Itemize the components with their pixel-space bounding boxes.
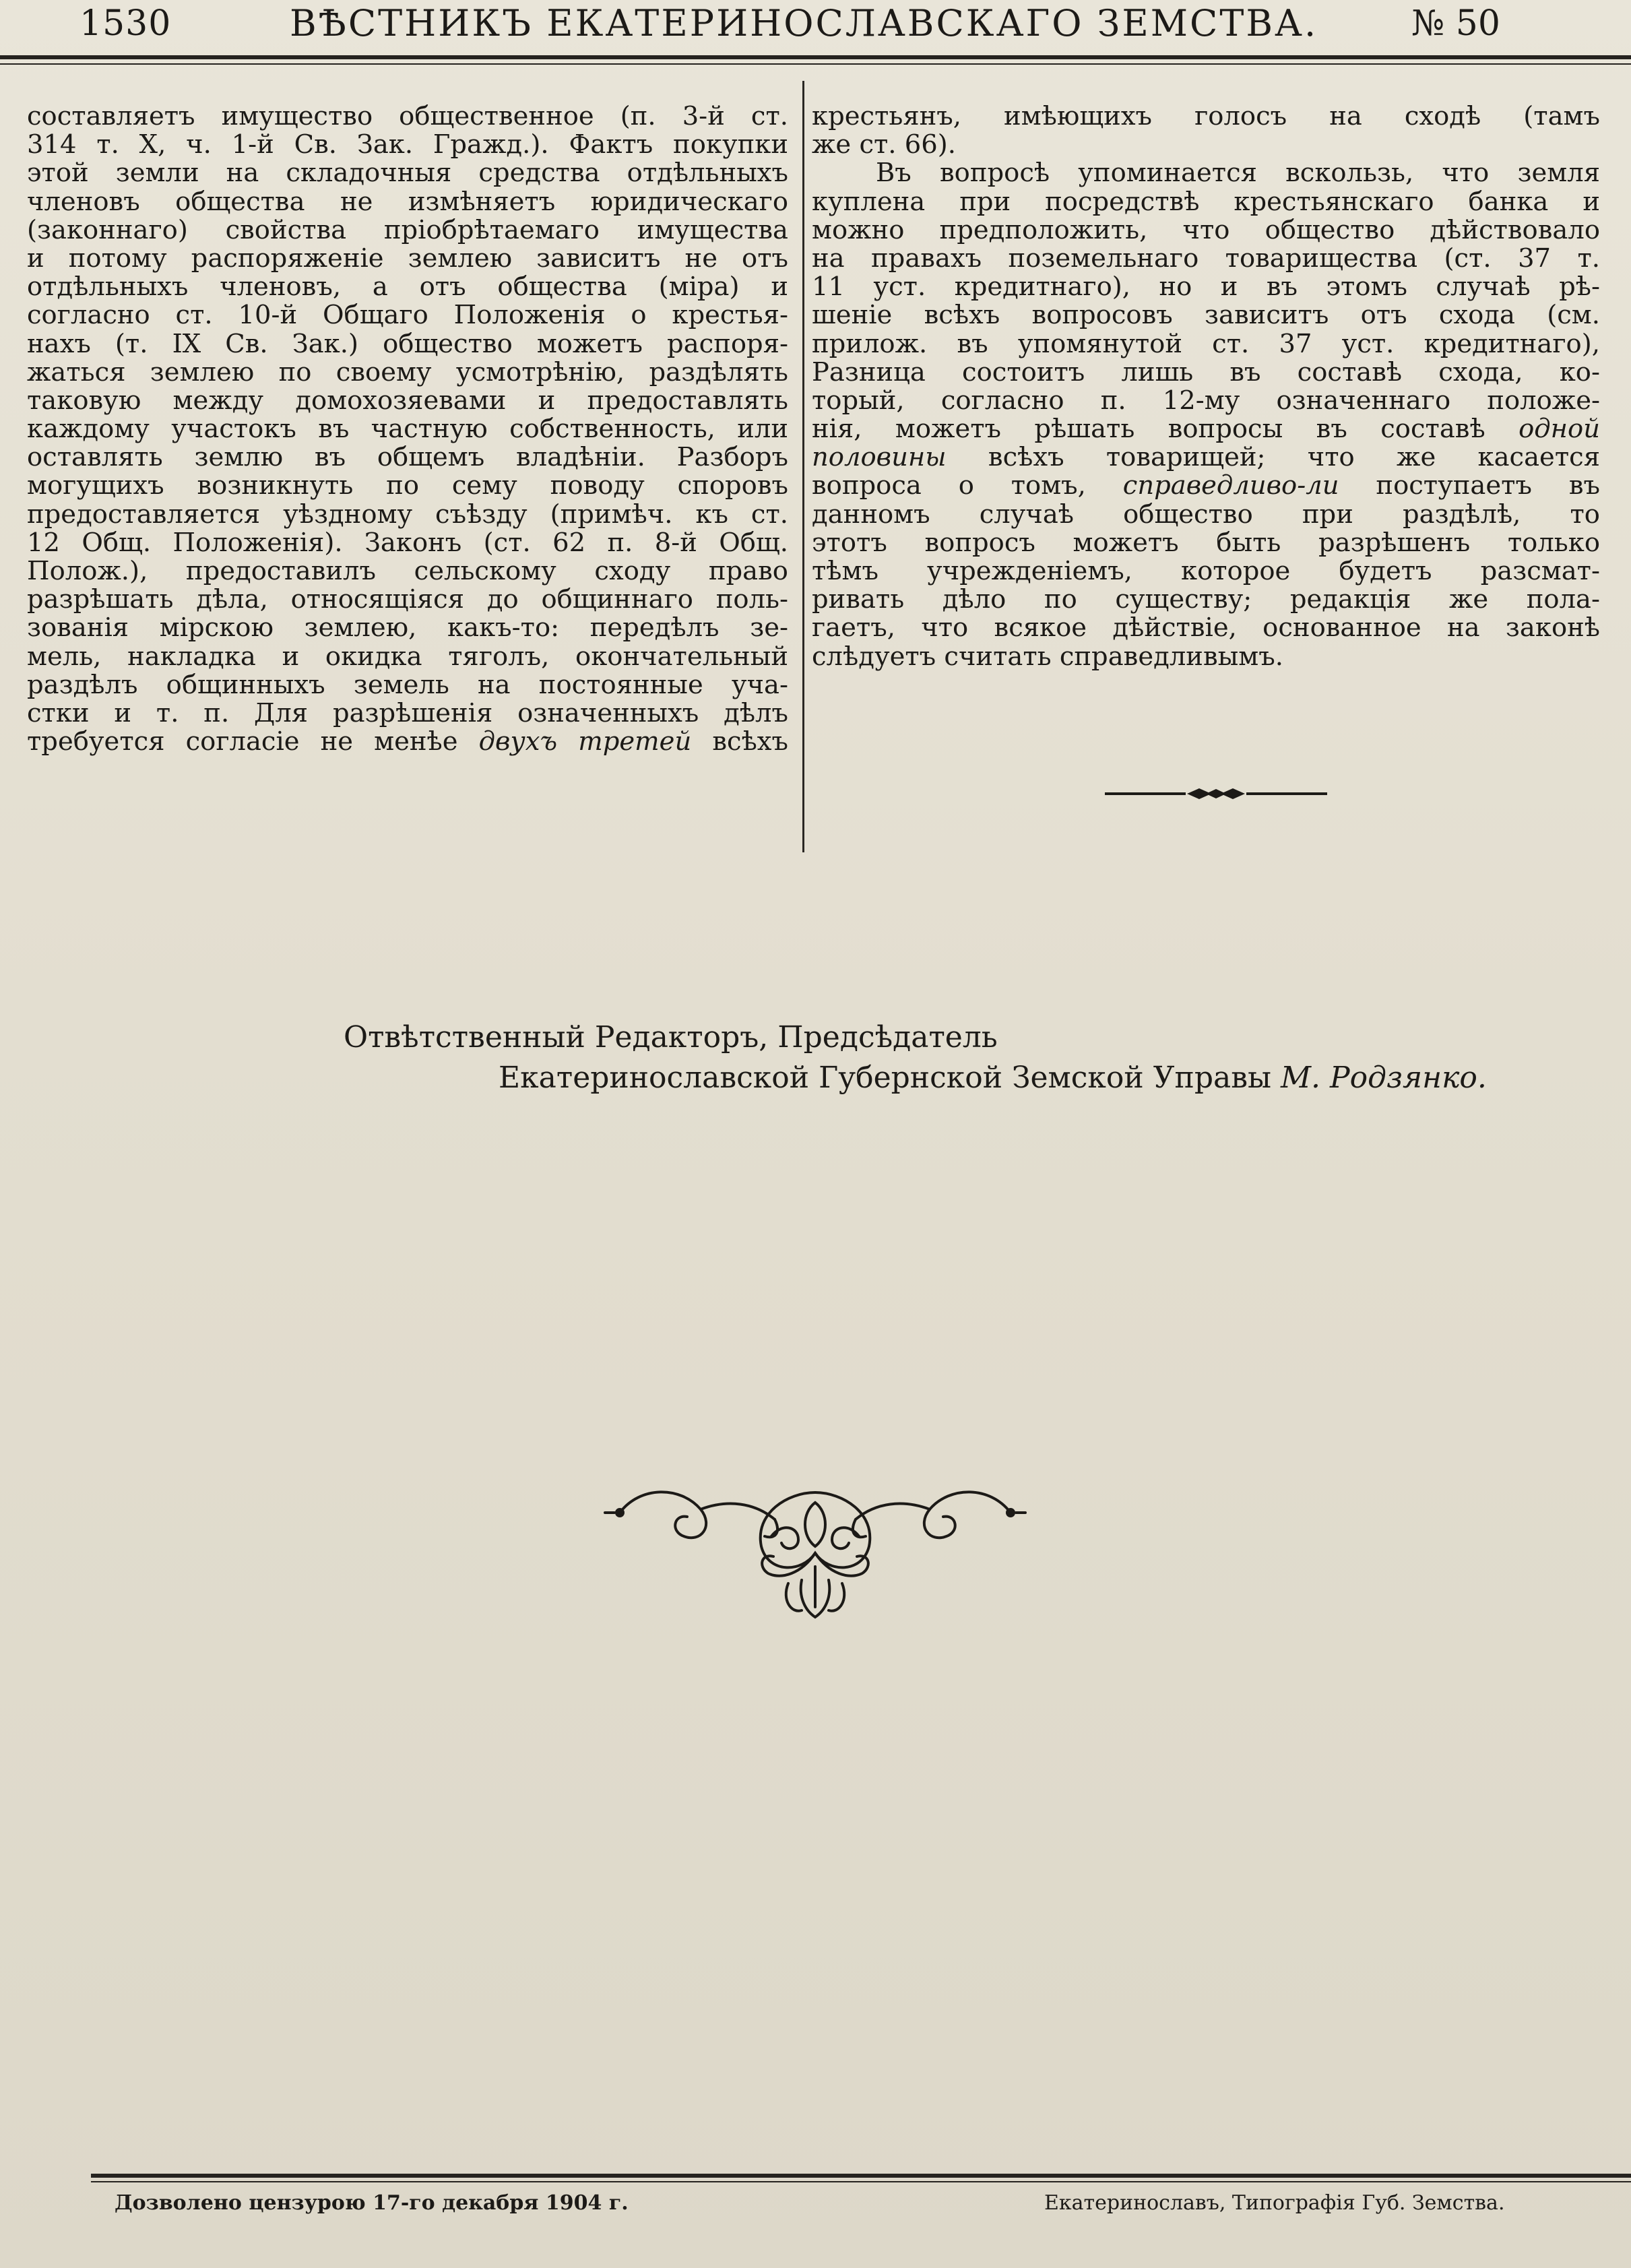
vignette-ornament-icon (600, 1472, 1031, 1627)
text-line: (законнаго) свойства пріобрѣтаемаго имущества (27, 216, 788, 245)
text-line: Полож.), предоставилъ сельскому сходу право (27, 557, 788, 586)
editor-name: М. Родзянко. (1281, 1061, 1487, 1095)
text-line: раздѣлъ общинныхъ земель на постоянные уча- (27, 670, 788, 699)
text-span: вопроса о томъ, (812, 472, 1123, 501)
text-line: согласно ст. 10-й Общаго Положенія о крестья- (27, 301, 788, 330)
left-column (27, 102, 788, 756)
text-line: данномъ случаѣ общество при раздѣлѣ, то (812, 500, 1600, 529)
header-rule-thin (0, 63, 1631, 65)
italic-text: справедливо-ли (1122, 472, 1339, 501)
text-line: ривать дѣло по существу; редакція же пола- (812, 586, 1600, 615)
text-span: всѣхъ товарищей; что же касается (946, 443, 1600, 472)
italic-text: одной (1518, 415, 1600, 444)
page-number: 1530 (79, 3, 172, 44)
text-line: членовъ общества не измѣняетъ юридическаго (27, 187, 788, 216)
issue-number: № 50 (1411, 3, 1500, 44)
right-column (812, 102, 1600, 671)
text-line: гаетъ, что всякое дѣйствіе, основанное на законѣ (812, 614, 1600, 643)
footer-rule (91, 2174, 1631, 2178)
text-line: тѣмъ учрежденіемъ, которое будетъ разсмат- (812, 557, 1600, 586)
text-line: шеніе всѣхъ вопросовъ зависитъ отъ схода (см. (812, 301, 1600, 330)
text-line (27, 728, 788, 756)
text-line: жаться землею по своему усмотрѣнію, раздѣлять (27, 358, 788, 387)
editor-title: Отвѣтственный Редакторъ, Предсѣдатель (344, 1020, 998, 1054)
italic-text: половины (812, 443, 947, 472)
editor-signature (499, 1061, 1487, 1095)
text-line: этой земли на складочныя средства отдѣльныхъ (27, 159, 788, 188)
text-line: же ст. 66). (812, 131, 957, 160)
text-span: поступаетъ въ (1339, 472, 1600, 501)
text-line: мель, накладка и окидка тяголъ, окончательный (27, 642, 788, 671)
text-line: стки и т. п. Для разрѣшенія означенныхъ дѣлъ (27, 699, 788, 728)
text-line: прилож. въ упомянутой ст. 37 уст. кредитнаго), (812, 329, 1600, 358)
header-rule (0, 55, 1631, 59)
text-line: на правахъ поземельнаго товарищества (ст. 37 т. (812, 244, 1600, 274)
text-span: требуется согласіе не менѣе (27, 728, 479, 757)
text-span: нія, можетъ рѣшать вопросы въ составѣ (812, 415, 1519, 444)
text-line: 11 уст. кредитнаго), но и въ этомъ случаѣ рѣ- (812, 273, 1600, 302)
text-line: каждому участокъ въ частную собственность, или (27, 415, 788, 444)
text-line (812, 415, 1600, 443)
text-line: нахъ (т. IX Св. Зак.) общество можетъ распоря- (27, 329, 788, 358)
text-line: торый, согласно п. 12-му означеннаго положе- (812, 386, 1600, 416)
censorship-note: Дозволено цензурою 17-го декабря 1904 г. (115, 2191, 629, 2215)
text-line: можно предположить, что общество дѣйствовало (812, 216, 1600, 245)
text-line: зованія мірскою землею, какъ-то: передѣлъ зе- (27, 614, 788, 643)
text-line: оставлять землю въ общемъ владѣніи. Разборъ (27, 443, 788, 472)
separator-ornament (1105, 787, 1327, 800)
italic-text: двухъ третей (478, 728, 692, 757)
footer-rule-thin (91, 2181, 1631, 2182)
text-span: Екатеринославской Губернской Земской Управы (499, 1061, 1281, 1095)
text-line: таковую между домохозяевами и предоставлять (27, 386, 788, 416)
text-line: куплена при посредствѣ крестьянскаго банка и (812, 187, 1600, 216)
text-line: 314 т. X, ч. 1-й Св. Зак. Гражд.). Фактъ покупки (27, 131, 788, 160)
text-line: этотъ вопросъ можетъ быть разрѣшенъ только (812, 528, 1600, 557)
text-line: 12 Общ. Положенія). Законъ (ст. 62 п. 8-й Общ. (27, 528, 788, 557)
text-line: отдѣльныхъ членовъ, а отъ общества (міра) и (27, 273, 788, 302)
text-line: слѣдуетъ считать справедливымъ. (812, 642, 1283, 671)
text-line (812, 472, 1600, 500)
text-line: могущихъ возникнуть по сему поводу споровъ (27, 472, 788, 501)
text-line: Разница состоитъ лишь въ составѣ схода, ко- (812, 358, 1600, 387)
printer-imprint: Екатеринославъ, Типографія Губ. Земства. (1044, 2191, 1505, 2215)
text-line: и потому распоряженіе землею зависитъ не отъ (27, 244, 788, 274)
publication-title: ВѢСТНИКЪ ЕКАТЕРИНОСЛАВСКАГО ЗЕМСТВА. (290, 2, 1318, 44)
text-span: всѣхъ (691, 728, 788, 757)
text-line: Въ вопросѣ упоминается вскользь, что земля (876, 159, 1600, 188)
text-line: составляетъ имущество общественное (п. 3-й ст. (27, 102, 788, 131)
text-line: предоставляется уѣздному съѣзду (примѣч. къ ст. (27, 500, 788, 529)
text-line: крестьянъ, имѣющихъ голосъ на сходѣ (тамъ (812, 102, 1600, 131)
text-line (812, 443, 1600, 472)
text-line: разрѣшать дѣла, относящіяся до общиннаго поль- (27, 586, 788, 615)
column-divider (802, 81, 804, 852)
